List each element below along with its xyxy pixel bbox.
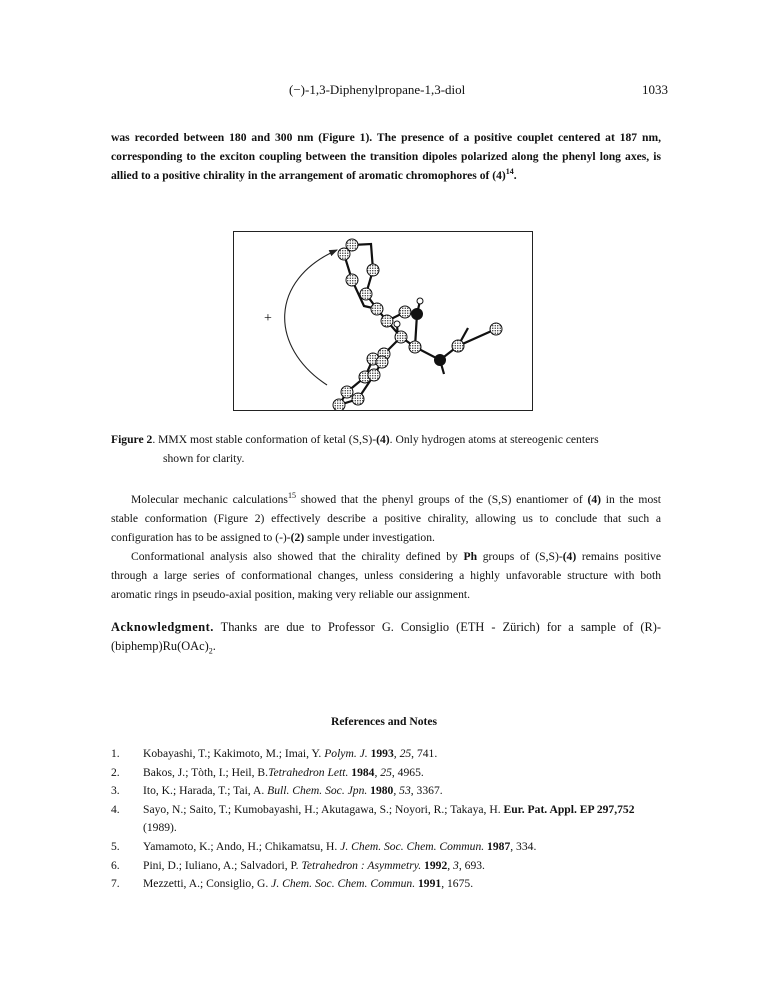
reference-journal: Bull. Chem. Soc. Jpn. — [267, 784, 368, 798]
plus-sign: + — [264, 311, 272, 326]
reference-number: 1. — [111, 747, 120, 760]
intro-paragraph — [111, 128, 661, 185]
running-title: (−)-1,3-Diphenylpropane-1,3-diol — [289, 82, 466, 97]
reference-item — [111, 745, 671, 764]
reference-authors: Ito, K.; Harada, T.; Tai, A. — [143, 784, 268, 798]
chirality-arrow — [285, 250, 337, 385]
body-paragraph-1 — [111, 490, 661, 547]
reference-item — [111, 764, 671, 783]
reference-year: Eur. Pat. Appl. EP 297,752 — [503, 802, 635, 816]
reference-year: 1984 — [348, 765, 375, 779]
reference-journal: J. Chem. Soc. Chem. Commun. — [340, 839, 485, 853]
reference-pages: , 1675. — [441, 877, 474, 891]
reference-volume: , 53 — [393, 784, 411, 798]
p1-text: sample under investigation. — [304, 531, 435, 544]
intro-text: was recorded between 180 and 300 nm (Figure 1). The presence of a positive couplet centered at 187 nm, corresponding to the exciton coupling between the transition dipoles polarized along the phenyl long axes, is allied to a positive chirality in the arrangement of aromatic chromophores of — [111, 131, 661, 182]
reference-number: 6. — [111, 858, 120, 872]
intro-end: . — [513, 169, 517, 182]
reference-volume: , 3 — [447, 858, 459, 872]
phenyl-label: Ph — [463, 550, 478, 563]
reference-journal: J. Chem. Soc. Chem. Commun. — [271, 877, 416, 891]
caption-text-end: . Only hydrogen atoms at stereogenic centers — [389, 433, 599, 446]
compound-label: (4) — [492, 169, 506, 182]
caption-label: Figure 2 — [111, 433, 153, 446]
compound-label: (4) — [562, 550, 577, 563]
reference-pages: , 3367. — [410, 784, 443, 798]
p1-text: Molecular mechanic calculations — [131, 493, 288, 506]
p2-text: remains positive through a large series of conformational changes, unless considering a highly unfavorable structure with both aromatic rings in pseudo-axial position, making very reliable our assignment. — [111, 550, 661, 601]
body-paragraph-2 — [111, 547, 661, 604]
page-number: 1033 — [642, 82, 668, 97]
reference-authors: Yamamoto, K.; Ando, H.; Chikamatsu, H. — [143, 839, 341, 853]
reference-number: 7. — [111, 877, 120, 891]
acknowledgment-heading: Acknowledgment. — [111, 620, 214, 634]
p1-text: showed that the phenyl groups of the (S,S) enantiomer of — [295, 493, 588, 506]
reference-pages: , 741. — [411, 747, 438, 760]
reference-superscript: 14 — [505, 167, 514, 177]
reference-item — [111, 838, 671, 857]
caption-text: . MMX most stable conformation of ketal (S,S)- — [152, 433, 377, 446]
reference-pages: , 4965. — [391, 765, 424, 779]
figure-caption — [111, 430, 666, 468]
reference-pages: (1989). — [143, 821, 177, 835]
reference-authors: Bakos, J.; Tòth, I.; Heil, B. — [143, 765, 269, 779]
acknowledgment-end: . — [212, 639, 216, 653]
p2-text: Conformational analysis also showed that the chirality defined by — [131, 550, 464, 563]
reference-number: 4. — [111, 802, 120, 816]
caption-continuation: shown for clarity. — [163, 452, 245, 465]
reference-volume: , 25 — [393, 747, 412, 760]
reference-volume: , 25 — [374, 765, 392, 779]
reference-journal: Polym. J. — [324, 747, 368, 760]
reference-item — [111, 857, 671, 876]
reference-authors: Pini, D.; Iuliano, A.; Salvadori, P. — [143, 858, 302, 872]
reference-item — [111, 801, 671, 838]
figure-2-molecule — [233, 231, 533, 411]
references-heading: References and Notes — [330, 715, 438, 728]
caption-compound: (4) — [376, 433, 390, 446]
reference-number: 3. — [111, 784, 120, 798]
reference-pages: , 334. — [510, 839, 537, 853]
reference-pages: , 693. — [458, 858, 485, 872]
reference-superscript: 15 — [287, 491, 296, 501]
reference-year: 1993 — [367, 747, 394, 760]
reference-year: 1980 — [367, 784, 394, 798]
reference-authors: Kobayashi, T.; Kakimoto, M.; Imai, Y. — [143, 747, 325, 760]
reference-year: 1991 — [415, 877, 442, 891]
acknowledgment — [111, 618, 661, 656]
reference-year: 1992 — [421, 858, 448, 872]
reference-item — [111, 782, 671, 801]
reference-item — [111, 875, 671, 894]
references-list — [111, 745, 671, 894]
p2-text: groups of (S,S)- — [477, 550, 563, 563]
molecule-diagram — [234, 232, 532, 410]
reference-authors: Sayo, N.; Saito, T.; Kumobayashi, H.; Akutagawa, S.; Noyori, R.; Takaya, H. — [143, 802, 504, 816]
reference-journal: Tetrahedron : Asymmetry. — [301, 858, 422, 872]
reference-number: 2. — [111, 765, 120, 779]
reference-authors: Mezzetti, A.; Consiglio, G. — [143, 877, 272, 891]
carbon-atoms — [333, 239, 502, 410]
reference-journal: Tetrahedron Lett. — [268, 765, 349, 779]
compound-label: (4) — [587, 493, 601, 506]
reference-number: 5. — [111, 839, 120, 853]
subscript: 2 — [208, 646, 213, 656]
reference-year: 1987 — [484, 839, 511, 853]
acknowledgment-text: Thanks are due to Professor G. Consiglio (ETH - Zürich) for a sample of (R)-(biphemp)Ru(OAc) — [111, 620, 661, 653]
p1-text: in the most stable conformation (Figure 2) effectively describe a positive chirality, allowing us to conclude that such a configuration has to be assigned to (-)- — [111, 493, 661, 544]
compound-label: (2) — [290, 531, 305, 544]
